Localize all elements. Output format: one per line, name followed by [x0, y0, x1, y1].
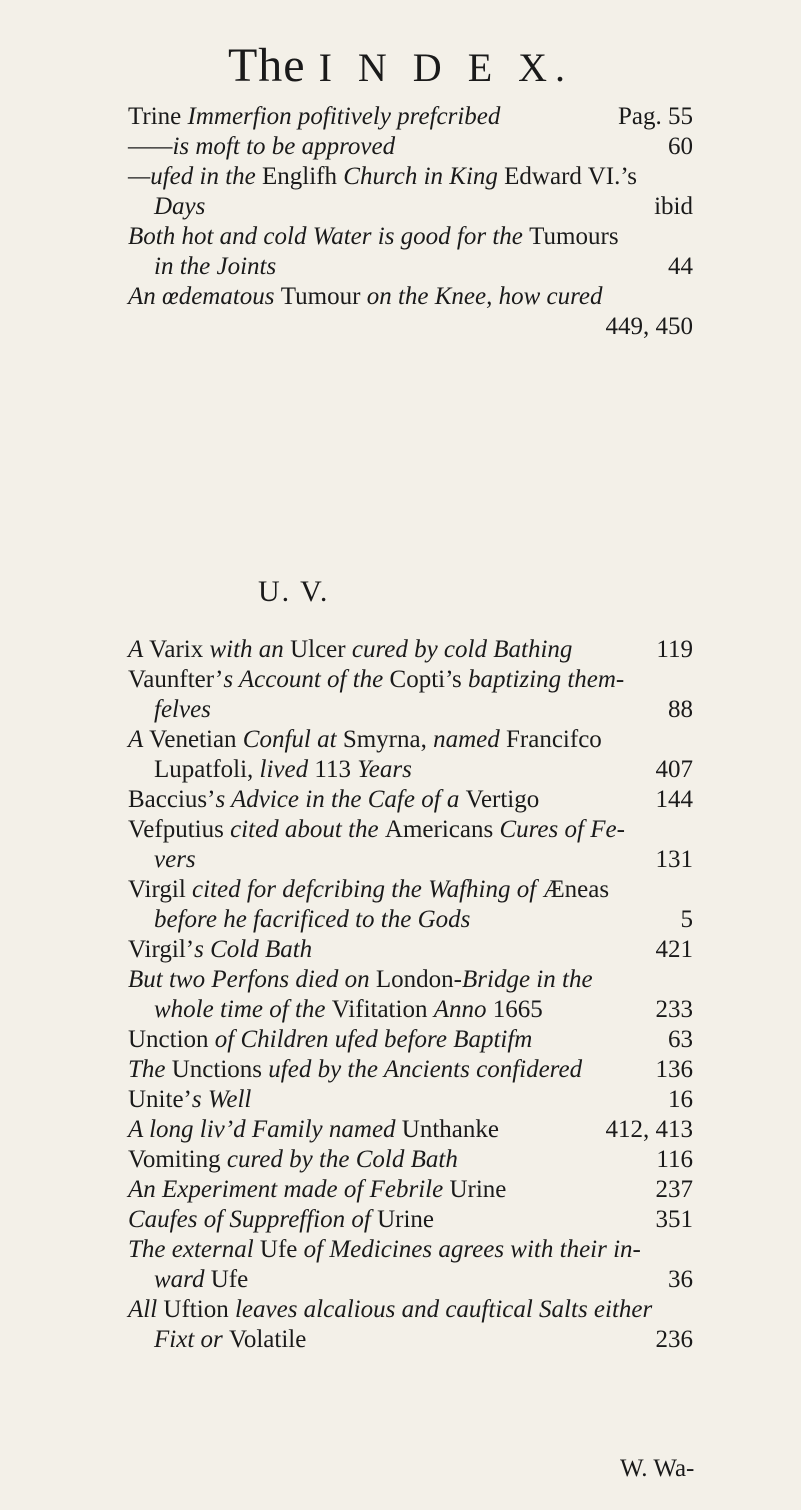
entry-text: 351: [655, 1206, 693, 1233]
entry-text: Unctions: [171, 1056, 269, 1083]
entry-text: Both hot and cold Water is good for the: [128, 223, 530, 250]
entry-page-number: [656, 1265, 693, 1295]
entry-text: Conful at: [242, 726, 343, 753]
entry-description: [128, 102, 500, 132]
entry-page-number: [644, 1325, 694, 1355]
index-entry-line: [128, 1295, 693, 1325]
entry-text: 119: [656, 636, 693, 663]
entry-text: cured by the Cold Bath: [226, 1146, 458, 1173]
entry-text: 116: [656, 1146, 693, 1173]
index-entry-line: [128, 815, 693, 845]
entry-text: 412, 413: [605, 1116, 693, 1143]
index-entry-line: [128, 282, 693, 312]
entry-text: Ulcer: [290, 636, 352, 663]
section-heading-uv: U. V.: [258, 575, 330, 608]
entry-text: leaves alcalious and cauftical Salts either: [234, 1296, 653, 1323]
entry-text: s Advice in the Cafe of a: [215, 786, 466, 813]
entry-text: ibid: [654, 193, 693, 220]
entry-text: Lupatfoli,: [154, 756, 260, 783]
entry-description: [128, 282, 603, 312]
entry-text: 5: [680, 906, 693, 933]
index-entry-line: [128, 312, 693, 342]
index-entry-line: [128, 1235, 693, 1265]
entry-text: cured by cold Bathing: [351, 636, 573, 663]
index-entry-line: [128, 252, 693, 282]
index-entry-line: [128, 1025, 693, 1055]
entry-description: [128, 1295, 652, 1325]
entry-text: Unite’: [128, 1086, 192, 1113]
entry-text: vers: [154, 846, 196, 873]
index-entry-line: [128, 785, 693, 815]
index-entry-line: [128, 1265, 693, 1295]
entry-text: But two Perfons died on: [128, 966, 376, 993]
entry-text: 237: [655, 1176, 693, 1203]
entry-text: Volatile: [229, 1326, 307, 1353]
entry-description: [128, 132, 395, 162]
entry-page-number: [644, 1205, 694, 1235]
entry-text: s Account of the: [223, 666, 390, 693]
entry-text: lived: [259, 756, 315, 783]
entry-text: felves: [154, 696, 211, 723]
entry-text: cited for defcribing the Wafhing of: [192, 876, 543, 903]
entry-text: Cures of Fe-: [499, 816, 625, 843]
index-entry: [128, 785, 693, 815]
index-entry-line: [128, 102, 693, 132]
index-entry: [128, 995, 693, 1025]
index-entry-line: [128, 1055, 693, 1085]
index-entry: [128, 192, 693, 222]
index-entry-line: [128, 725, 693, 755]
index-entry: [128, 312, 693, 342]
entry-description: [154, 995, 543, 1025]
entry-page-number: [606, 102, 693, 132]
entry-text: 63: [668, 1026, 693, 1053]
index-entry: [128, 875, 693, 905]
entry-text: 407: [655, 756, 693, 783]
entry-text: Vertigo: [465, 786, 540, 813]
entry-text: Days: [154, 193, 206, 220]
entry-text: baptizing them-: [468, 666, 625, 693]
entry-text: ufed by the Ancients confidered: [268, 1056, 583, 1083]
entry-description: [128, 1115, 499, 1145]
entry-text: Ufe: [210, 1266, 249, 1293]
entry-description: [128, 815, 625, 845]
entry-page-number: [644, 1055, 694, 1085]
entry-text: 60: [668, 133, 693, 160]
index-entry-line: [128, 965, 693, 995]
entry-page-number: [594, 1115, 694, 1145]
entry-text: The: [128, 1056, 172, 1083]
entry-page-number: [644, 785, 694, 815]
index-entry: [128, 935, 693, 965]
entry-text: before he facrificed to the Gods: [154, 906, 471, 933]
entry-text: Urine: [377, 1206, 434, 1233]
index-entry-line: [128, 162, 693, 192]
entry-text: ward: [154, 1266, 211, 1293]
index-entry: [128, 725, 693, 755]
entry-text: 1665: [492, 996, 543, 1023]
entry-text: —ufed in the: [128, 163, 263, 190]
index-entry-line: [128, 875, 693, 905]
entry-text: Smyrna,: [342, 726, 434, 753]
index-entry-line: [128, 995, 693, 1025]
entry-description: [128, 1175, 506, 1205]
index-entry: [128, 1325, 693, 1355]
index-entry: [128, 1145, 693, 1175]
entry-text: 44: [668, 253, 693, 280]
entry-text: A: [128, 636, 150, 663]
index-entry: [128, 1175, 693, 1205]
entry-text: 449, 450: [605, 313, 693, 340]
index-entry-line: [128, 1205, 693, 1235]
entry-page-number: [656, 1025, 693, 1055]
index-entry-line: [128, 132, 693, 162]
entry-page-number: [656, 695, 693, 725]
entry-text: cited about the: [230, 816, 385, 843]
entry-text: named: [433, 726, 506, 753]
index-entry: [128, 1265, 693, 1295]
index-entry: [128, 282, 693, 312]
entry-text: on the Knee, how cured: [366, 283, 603, 310]
index-entry-line: [128, 635, 693, 665]
index-entry: [128, 845, 693, 875]
entry-description: [128, 725, 602, 755]
entry-description: [128, 935, 312, 965]
entry-page-number: [644, 1145, 693, 1175]
entry-description: [154, 1325, 306, 1355]
index-entry-line: [128, 1085, 693, 1115]
index-entry-line: [128, 905, 693, 935]
index-entry: [128, 905, 693, 935]
entry-text: ——is moft to be approved: [128, 133, 396, 160]
entry-description: [154, 905, 470, 935]
entry-text: Tumours: [529, 223, 619, 250]
index-entry-line: [128, 935, 693, 965]
entry-page-number: [644, 755, 694, 785]
entry-text: London-: [375, 966, 463, 993]
entry-text: A: [128, 726, 150, 753]
entry-description: [128, 1235, 641, 1265]
index-entry-line: [128, 222, 693, 252]
entry-text: Vaunfter’: [128, 666, 224, 693]
entry-text: Unction: [128, 1026, 215, 1053]
index-entry: [128, 162, 693, 192]
entry-page-number: [644, 1175, 694, 1205]
index-entry-line: [128, 755, 693, 785]
entry-text: Virgil’: [128, 936, 195, 963]
entry-text: Englifh: [262, 163, 344, 190]
entry-text: with an: [209, 636, 291, 663]
index-entry: [128, 1235, 693, 1265]
entry-text: All: [128, 1296, 164, 1323]
entry-text: An Experiment made of Febrile: [128, 1176, 450, 1203]
entry-page-number: [644, 845, 694, 875]
entry-text: of Children ufed before Baptifm: [214, 1026, 533, 1053]
entry-text: Ufe: [259, 1236, 304, 1263]
index-entry: [128, 665, 693, 695]
entry-text: 16: [668, 1086, 693, 1113]
catchword: W. Wa-: [620, 1455, 695, 1482]
entry-text: 36: [668, 1266, 693, 1293]
entry-text: Baccius’: [128, 786, 216, 813]
entry-text: Virgil: [128, 876, 193, 903]
index-entry: [128, 1055, 693, 1085]
entry-text: The external: [128, 1236, 260, 1263]
index-entry: [128, 1295, 693, 1325]
page-header: [0, 38, 801, 93]
index-entries-uv: [128, 635, 693, 1355]
entry-text: Uftion: [163, 1296, 235, 1323]
entry-description: [154, 192, 205, 222]
entry-text: Urine: [449, 1176, 507, 1203]
entry-page-number: [656, 132, 693, 162]
entry-text: Edward VI.’s: [504, 163, 638, 190]
entry-text: Varix: [149, 636, 210, 663]
entry-description: [128, 785, 539, 815]
entry-text: Venetian: [149, 726, 243, 753]
entry-text: 236: [655, 1326, 693, 1353]
entry-description: [154, 845, 196, 875]
entry-description: [128, 635, 572, 665]
entry-text: Fixt or: [154, 1326, 229, 1353]
entry-text: 136: [655, 1056, 693, 1083]
index-entry: [128, 132, 693, 162]
index-entry: [128, 815, 693, 845]
entry-text: Vifitation: [331, 996, 434, 1023]
entry-text: 88: [668, 696, 693, 723]
entry-text: An œdematous: [128, 283, 281, 310]
index-entry: [128, 252, 693, 282]
index-entry: [128, 222, 693, 252]
entry-text: Trine: [128, 103, 188, 130]
entry-text: Copti’s: [389, 666, 469, 693]
entry-text: Church in King: [343, 163, 505, 190]
entry-text: 233: [655, 996, 693, 1023]
index-entry-line: [128, 1325, 693, 1355]
entry-text: Bridge in the: [462, 966, 593, 993]
entry-description: [154, 755, 412, 785]
entry-text: Tumour: [280, 283, 367, 310]
index-entries-top: [128, 102, 693, 342]
entry-description: [128, 665, 624, 695]
index-entry-line: [128, 1115, 693, 1145]
entry-text: Pag. 55: [618, 103, 693, 130]
entry-text: Americans: [384, 816, 500, 843]
entry-description: [128, 965, 593, 995]
entry-description: [128, 1205, 434, 1235]
entry-text: Years: [357, 756, 412, 783]
entry-page-number: [594, 312, 694, 342]
index-entry-line: [128, 845, 693, 875]
entry-text: Vomiting: [128, 1146, 227, 1173]
index-entry: [128, 695, 693, 725]
entry-text: 113: [314, 756, 358, 783]
entry-description: [128, 1055, 582, 1085]
entry-page-number: [669, 905, 694, 935]
index-entry: [128, 965, 693, 995]
header-title-index: I N D E X.: [318, 45, 574, 90]
index-entry-line: [128, 192, 693, 222]
entry-description: [128, 875, 609, 905]
entry-description: [154, 695, 211, 725]
index-entry-line: [128, 1145, 693, 1175]
index-entry: [128, 1085, 693, 1115]
index-entry: [128, 635, 693, 665]
entry-text: whole time of the: [154, 996, 332, 1023]
entry-text: Æneas: [542, 876, 610, 903]
entry-text: Immerfion pofitively prefcribed: [187, 103, 501, 130]
entry-text: Unthanke: [401, 1116, 499, 1143]
entry-text: Francifco: [506, 726, 602, 753]
entry-page-number: [656, 1085, 693, 1115]
entry-page-number: [642, 192, 693, 222]
entry-text: 421: [655, 936, 693, 963]
entry-description: [128, 1025, 532, 1055]
entry-text: s Cold Bath: [194, 936, 313, 963]
index-entry: [128, 102, 693, 132]
header-title-the: The: [227, 39, 306, 92]
entry-text: in the Joints: [154, 253, 277, 280]
entry-page-number: [656, 252, 693, 282]
entry-text: Vefputius: [128, 816, 231, 843]
index-entry: [128, 1025, 693, 1055]
entry-text: A long liv’d Family named: [128, 1116, 402, 1143]
entry-text: 131: [655, 846, 693, 873]
entry-page-number: [644, 995, 694, 1025]
entry-description: [128, 1145, 458, 1175]
entry-text: 144: [655, 786, 693, 813]
entry-page-number: [644, 635, 693, 665]
entry-text: of Medicines agrees with their in-: [303, 1236, 641, 1263]
entry-description: [128, 162, 637, 192]
entry-text: Caufes of Suppreffion of: [128, 1206, 378, 1233]
entry-text: s Well: [191, 1086, 252, 1113]
entry-description: [154, 1265, 248, 1295]
entry-description: [128, 1085, 251, 1115]
entry-text: Anno: [433, 996, 493, 1023]
index-entry: [128, 1205, 693, 1235]
index-entry-line: [128, 665, 693, 695]
index-entry: [128, 755, 693, 785]
entry-page-number: [644, 935, 694, 965]
entry-description: [154, 252, 276, 282]
index-entry: [128, 1115, 693, 1145]
index-entry-line: [128, 1175, 693, 1205]
index-entry-line: [128, 695, 693, 725]
entry-description: [128, 222, 619, 252]
